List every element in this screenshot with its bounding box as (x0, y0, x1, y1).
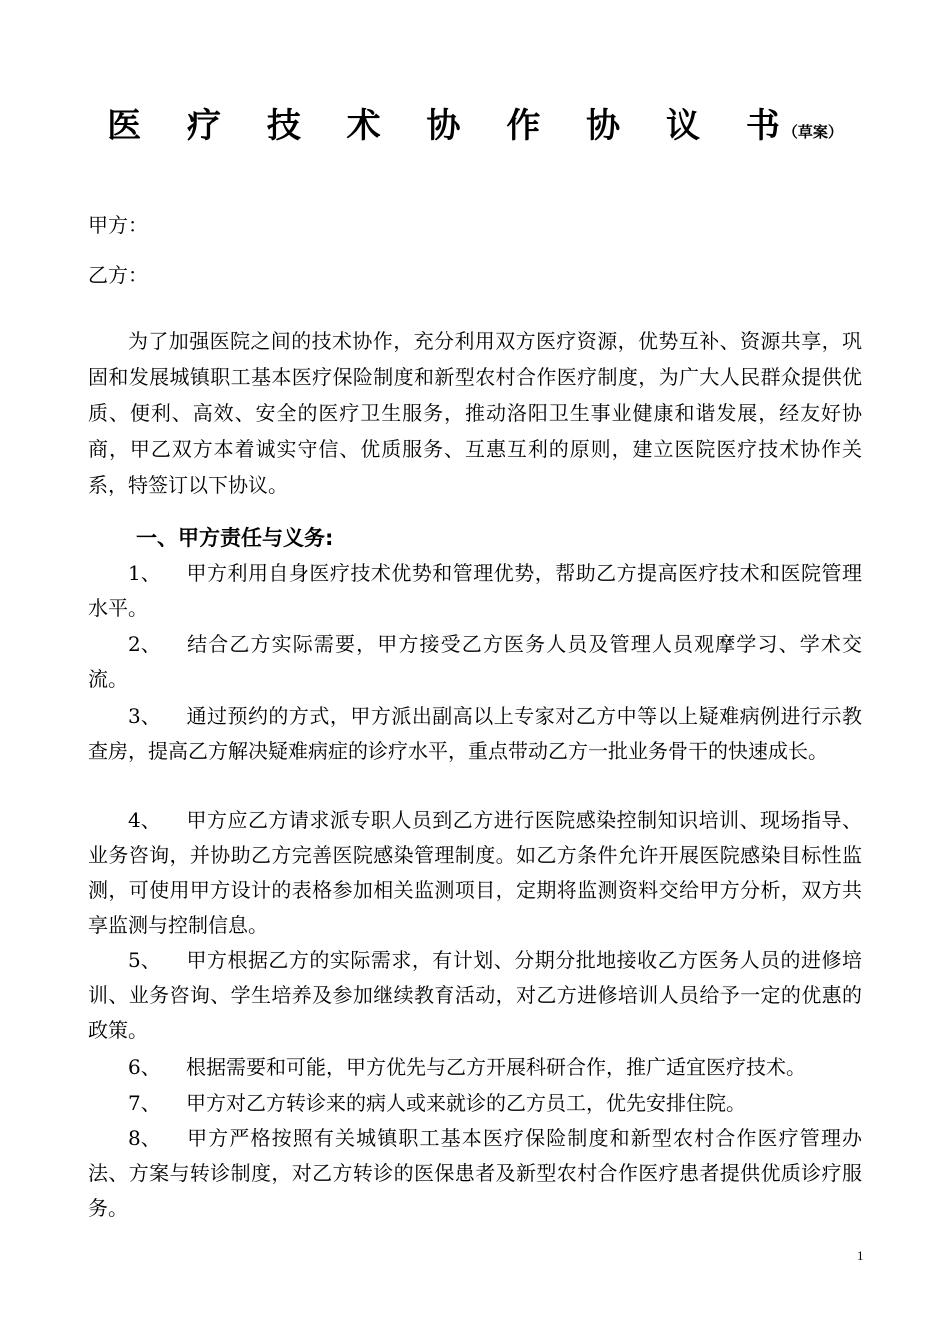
item-text: 甲方严格按照有关城镇职工基本医疗保险制度和新型农村合作医疗管理办法、方案与转诊制度，对乙方转诊的医保患者及新型农村合作医疗患者提供优质诊疗服务。 (88, 1126, 862, 1220)
list-item (88, 1086, 862, 1121)
item-number: 5、 (128, 948, 161, 972)
party-b-label: 乙方： (88, 263, 148, 287)
page-number: 1 (857, 1248, 864, 1263)
document-page (88, 0, 862, 1344)
item-text: 甲方利用自身医疗技术优势和管理优势，帮助乙方提高医疗技术和医院管理水平。 (88, 561, 862, 620)
item-number: 4、 (128, 808, 161, 832)
list-item (88, 1050, 862, 1085)
title-draft-label: （草案） (782, 123, 843, 141)
list-item (88, 1121, 862, 1226)
list-item (88, 803, 862, 943)
list-item (88, 556, 862, 626)
item-number: 2、 (128, 632, 161, 656)
intro-paragraph: 为了加强医院之间的技术协作，充分利用双方医疗资源，优势互补、资源共享，巩固和发展城镇职工基本医疗保险制度和新型农村合作医疗制度，为广大人民群众提供优质、便利、高效、安全的医疗卫生服务，推动洛阳卫生事业健康和谐发展，经友好协商，甲乙双方本着诚实守信、优质服务、互惠互利的原则，建立医院医疗技术协作关系，特签订以下协议。 (88, 329, 862, 497)
title-text: 医 疗 技 术 协 作 协 议 书 (107, 106, 797, 146)
party-a-label: 甲方： (88, 213, 148, 237)
item-number: 8、 (128, 1126, 161, 1150)
item-number: 6、 (128, 1055, 161, 1079)
item-text: 甲方应乙方请求派专职人员到乙方进行医院感染控制知识培训、现场指导、业务咨询，并协助乙方完善医院感染管理制度。如乙方条件允许开展医院感染目标性监测，可使用甲方设计的表格参加相关监测项目，定期将监测资料交给甲方分析，双方共享监测与控制信息。 (88, 808, 862, 937)
item-number: 7、 (128, 1091, 161, 1115)
item-text: 通过预约的方式，甲方派出副高以上专家对乙方中等以上疑难病例进行示教查房，提高乙方解决疑难病症的诊疗水平，重点带动乙方一批业务骨干的快速成长。 (88, 704, 862, 763)
section-heading-party-a-duties: 一、甲方责任与义务: (136, 526, 334, 550)
item-text: 根据需要和可能，甲方优先与乙方开展科研合作，推广适宜医疗技术。 (186, 1055, 806, 1079)
item-text: 甲方根据乙方的实际需求，有计划、分期分批地接收乙方医务人员的进修培训、业务咨询、学生培养及参加继续教育活动，对乙方进修培训人员给予一定的优惠的政策。 (88, 948, 862, 1042)
document-title (88, 102, 862, 156)
list-item (88, 699, 862, 769)
item-number: 3、 (128, 704, 161, 728)
item-text: 结合乙方实际需要，甲方接受乙方医务人员及管理人员观摩学习、学术交流。 (88, 632, 862, 691)
list-item (88, 627, 862, 697)
list-item (88, 943, 862, 1048)
item-number: 1、 (128, 561, 161, 585)
item-text: 甲方对乙方转诊来的病人或来就诊的乙方员工，优先安排住院。 (186, 1091, 746, 1115)
